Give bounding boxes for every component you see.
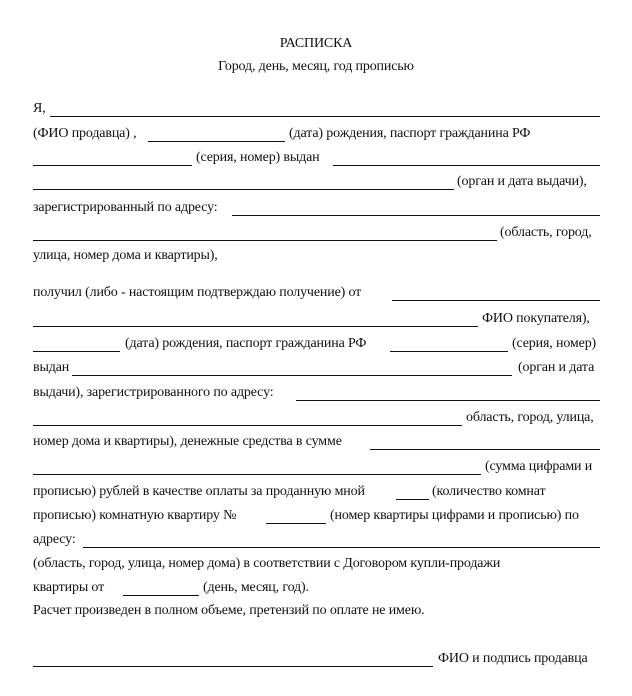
signature-field[interactable] — [33, 666, 433, 667]
seller-issued-by-field[interactable] — [333, 165, 600, 166]
seller-address-field-2[interactable] — [33, 240, 497, 241]
buyer-fio-label: ФИО покупателя), — [482, 311, 590, 326]
buyer-address-field-2[interactable] — [33, 425, 462, 426]
registered-address-label: зарегистрированный по адресу: — [33, 200, 218, 215]
buyer-passport-series-field[interactable] — [390, 351, 508, 352]
seller-issuer-date-field[interactable] — [33, 189, 454, 190]
sum-digits-label: (сумма цифрами и — [485, 459, 593, 474]
org-and-date-label: (орган и дата — [518, 360, 595, 375]
series-issued-label: (серия, номер) выдан — [196, 150, 320, 165]
series-number-label: (серия, номер) — [512, 336, 597, 351]
buyer-name-field[interactable] — [392, 300, 600, 301]
house-money-label: номер дома и квартиры), денежные средства в сумме — [33, 434, 342, 449]
ya-label: Я, — [33, 101, 46, 116]
apartment-number-field[interactable] — [266, 523, 326, 524]
apartment-number-label: (номер квартиры цифрами и прописью) по — [330, 508, 579, 523]
buyer-issued-by-field[interactable] — [72, 375, 512, 376]
document-title: РАСПИСКА — [279, 36, 353, 51]
rooms-count-field[interactable] — [396, 499, 429, 500]
birth-passport-label-2: (дата) рождения, паспорт гражданина РФ — [125, 336, 367, 351]
region-city-street-label: область, город, улица, — [466, 410, 594, 425]
rooms-count-label: (количество комнат — [432, 484, 546, 499]
issued-label: выдан — [33, 360, 70, 375]
document-subtitle: Город, день, месяц, год прописью — [218, 59, 414, 74]
seller-address-field[interactable] — [232, 215, 600, 216]
received-from-label: получил (либо - настоящим подтверждаю получение) от — [33, 285, 362, 300]
contract-label: (область, город, улица, номер дома) в соответствии с Договором купли-продажи — [33, 556, 501, 571]
buyer-birth-date-field[interactable] — [33, 351, 120, 352]
seller-name-field[interactable] — [50, 116, 600, 117]
day-month-year-label: (день, месяц, год). — [203, 580, 309, 595]
birth-passport-label: (дата) рождения, паспорт гражданина РФ — [289, 126, 531, 141]
rubles-payment-label: прописью) рублей в качестве оплаты за проданную мной — [33, 484, 365, 499]
signature-label: ФИО и подпись продавца — [438, 651, 588, 666]
amount-field[interactable] — [370, 449, 600, 450]
apartment-address-field[interactable] — [83, 547, 600, 548]
org-date-label: (орган и дата выдачи), — [457, 174, 587, 189]
street-house-label: улица, номер дома и квартиры), — [33, 248, 218, 263]
buyer-address-field[interactable] — [296, 400, 600, 401]
issue-registered-label: выдачи), зарегистрированного по адресу: — [33, 385, 274, 400]
seller-fio-label: (ФИО продавца) , — [33, 126, 137, 141]
settlement-label: Расчет произведен в полном объеме, претензий по оплате не имею. — [33, 603, 425, 618]
address-label: адресу: — [33, 532, 76, 547]
amount-field-2[interactable] — [33, 474, 481, 475]
room-apartment-label: прописью) комнатную квартиру № — [33, 508, 237, 523]
seller-birth-date-field[interactable] — [148, 141, 285, 142]
apartment-from-label: квартиры от — [33, 580, 105, 595]
contract-date-field[interactable] — [123, 595, 199, 596]
region-city-label: (область, город, — [500, 225, 592, 240]
seller-passport-series-field[interactable] — [33, 165, 192, 166]
buyer-name-field-2[interactable] — [33, 326, 478, 327]
